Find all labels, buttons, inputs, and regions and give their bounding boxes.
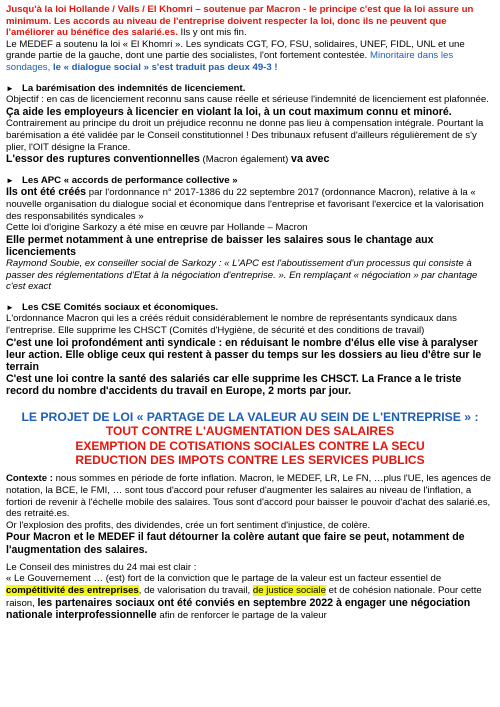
contexte-label: Contexte : bbox=[6, 473, 53, 485]
contexte-p1: nous sommes en période de forte inflation. Macron, le MEDEF, LR, Le FN, …plus l'UE, les agences de notation, la BCE, le FMI, … sont tous d'accord pour refuser d'augmenter les salaires au niveau de l'inflation, a fortiori de revenir à l'échelle mobile des salaires. Tous sont d'accord pour baisser le pouvoir d'achat des salarié.es, des retraité.es. bbox=[6, 473, 491, 520]
projet-subtitle-1: TOUT CONTRE L'AUGMENTATION DES SALAIRES bbox=[105, 424, 395, 439]
intro-red-text: Jusqu'à la loi Hollande / Valls / El Khomri – soutenue par Macron - le principe c'est que la loi assure un minimum. Les accords au niveau de l'entreprise doivent respecter la loi, donc ils ne peuvent que l'améliorer au bénéfice des salarié.es. bbox=[6, 4, 474, 39]
section1-p3c: va avec bbox=[291, 153, 330, 166]
section-baremisation-heading bbox=[6, 83, 494, 95]
section2-p1b: par l'ordonnance n° 2017-1386 du 22 septembre 2017 (ordonnance Macron), relative à la « nouvelle organisation du dialogue social et économique dans l'entreprise et favorisant l'exercice et la valorisation des responsabilités syndicales » bbox=[6, 187, 484, 222]
section-title: Les CSE Comités sociaux et économiques. bbox=[22, 301, 219, 313]
intro-paragraph-2 bbox=[6, 39, 494, 74]
section2-p1a: Ils ont été créés bbox=[6, 186, 87, 199]
section1-p3a: L'essor des ruptures conventionnelles bbox=[6, 153, 200, 166]
section-title: Les APC « accords de performance collective » bbox=[22, 174, 238, 186]
projet-title: LE PROJET DE LOI « PARTAGE DE LA VALEUR AU SEIN DE L'ENTREPRISE » : bbox=[21, 409, 479, 424]
bullet-arrow-icon: ► bbox=[6, 302, 14, 312]
contexte-paragraph-2: Or l'explosion des profits, des dividendes, crée un fort sentiment d'injustice, de colère. bbox=[6, 519, 371, 531]
section-cse-heading bbox=[6, 302, 494, 314]
intro-p2-blue-bold: le « dialogue social » s'est traduit pas deux 49-3 ! bbox=[52, 61, 278, 73]
intro-p2: Le MEDEF a soutenu la loi « El Khomri ». Les syndicats CGT, FO, FSU, solidaires, UNEF, FIDL, UNL et une grande partie de la gauche, dont une partie des socialistes, l'ont fortement contestée. bbox=[6, 38, 465, 62]
section2-quote: Raymond Soubie, ex conseiller social de Sarkozy : « L'APC est l'aboutissement d'un processus qui consiste à passer des réglementations d'Etat à la négociation d'entreprise. ». En remplaçant « négociation » par chantage c'est exact bbox=[6, 258, 478, 293]
conseil-paragraph-2 bbox=[6, 573, 494, 621]
section2-paragraph-3: Elle permet notamment à une entreprise de baisser les salaires sous le chantage aux licenciements bbox=[6, 233, 434, 258]
highlight-competitivite: compétitivité des entreprises bbox=[6, 585, 139, 597]
projet-subtitle-3: REDUCTION DES IMPOTS CONTRE LES SERVICES PUBLICS bbox=[75, 453, 425, 468]
section2-paragraph-1 bbox=[6, 186, 494, 222]
conseil-paragraph-1: Le Conseil des ministres du 24 mai est clair : bbox=[6, 561, 197, 573]
section1-p1a: Objectif : en cas de licenciement reconnu sans cause réelle et sérieuse l'indemnité de licenciement est plafonnée. bbox=[6, 94, 489, 106]
intro-paragraph bbox=[6, 4, 494, 39]
contexte-paragraph-3: Pour Macron et le MEDEF il faut détourner la colère autant que faire se peut, notamment de l'augmentation des salaires. bbox=[6, 531, 465, 556]
conseil-p2d: les partenaires sociaux ont été conviés en septembre 2022 à engager une négociation nationale interprofessionnelle bbox=[6, 596, 471, 622]
section3-paragraph-2: C'est une loi profondément anti syndicale : en réduisant le nombre d'élus elle vise à paralyser leur action. Elle oblige ceux qui restent à passer du temps sur les dossiers au lieu d'être sur le terrain bbox=[6, 336, 482, 374]
section1-paragraph-3 bbox=[6, 153, 494, 166]
section1-paragraph-2: Contrairement au principe du droit un préjudice reconnu ne donne pas lieu à compensation intégrale. Pourtant la barémisation a été validée par le Conseil constitutionnel ! Des tribunaux refusent d'ailleurs régulièrement de s'y plier, l'OIT désigne la France. bbox=[6, 118, 484, 153]
conseil-p2e: afin de renforcer le partage de la valeur bbox=[156, 610, 327, 622]
conseil-p2b: , de valorisation du travail, bbox=[138, 585, 253, 597]
contexte-paragraph-1 bbox=[6, 473, 494, 519]
intro-p2-blue: Minoritaire dans les sondages, bbox=[6, 50, 454, 73]
highlight-justice-sociale: de justice sociale bbox=[252, 585, 326, 597]
intro-tail: Ils y ont mis fin. bbox=[177, 27, 247, 39]
section-title: La barémisation des indemnités de licenciement. bbox=[22, 82, 246, 94]
section1-paragraph-1 bbox=[6, 94, 494, 118]
section-apc-heading bbox=[6, 175, 494, 187]
bullet-arrow-icon: ► bbox=[6, 175, 14, 185]
section3-paragraph-1: L'ordonnance Macron qui les a créés réduit considérablement le nombre de représentants syndicaux dans l'entreprise. Elle supprime les CHSCT (Comités d'Hygiène, de sécurité et des conditions de travail) bbox=[6, 313, 457, 337]
section1-p3b: (Macron également) bbox=[199, 154, 292, 166]
section1-p1b: Ça aide les employeurs à licencier en violant la loi, à un cout maximum connu et minoré. bbox=[6, 105, 452, 118]
projet-subtitle-2: EXEMPTION DE COTISATIONS SOCIALES CONTRE LA SECU bbox=[75, 438, 425, 453]
bullet-arrow-icon: ► bbox=[6, 83, 14, 93]
section2-paragraph-2: Cette loi d'origine Sarkozy a été mise en œuvre par Hollande – Macron bbox=[6, 222, 308, 234]
conseil-p2c: et de cohésion nationale. Pour cette raison, bbox=[6, 585, 482, 609]
section3-paragraph-3: C'est une loi contre la santé des salariés car elle supprime les CHSCT. La France a le triste record du nombre d'accidents du travail en Europe, 2 morts par jour. bbox=[6, 373, 462, 398]
conseil-p2a: « Le Gouvernement … (est) fort de la conviction que le partage de la valeur est un facteur essentiel de bbox=[6, 573, 442, 585]
